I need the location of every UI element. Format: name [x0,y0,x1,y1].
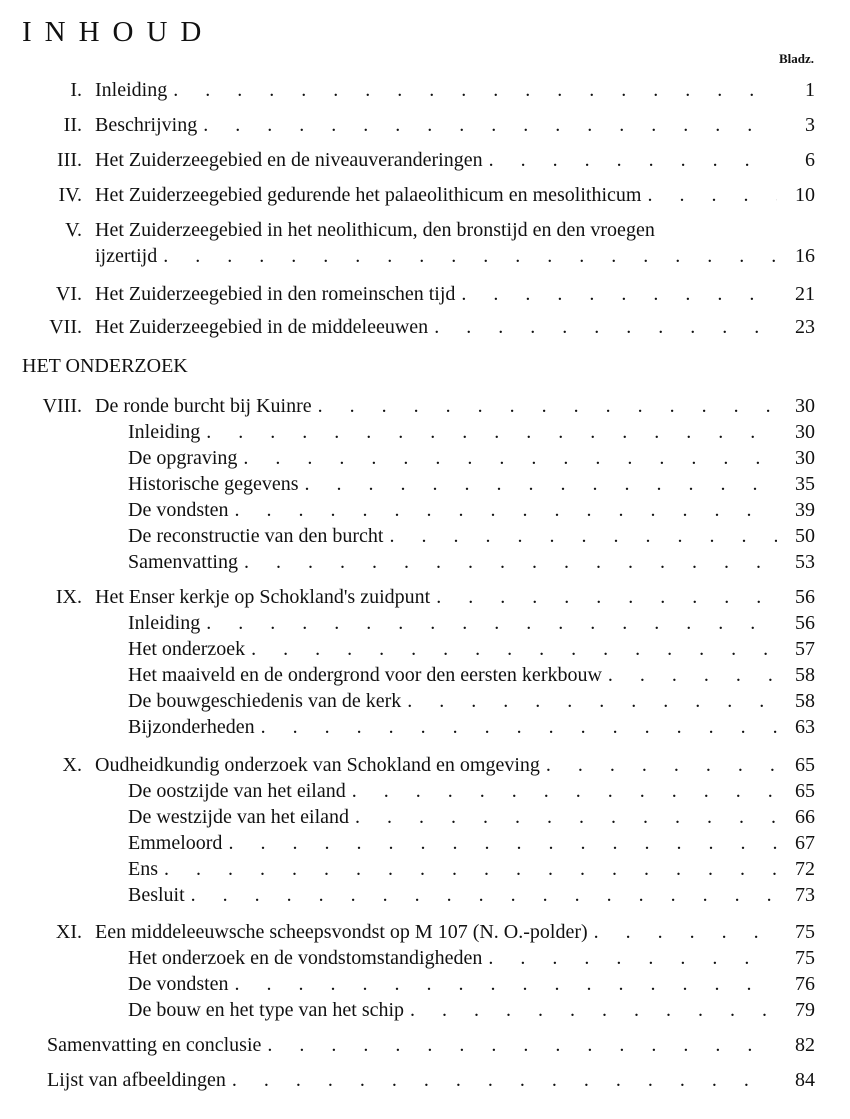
chapter-number: II. [63,114,82,136]
entry-label: Besluit [128,884,185,906]
subsection-row [0,497,850,523]
entry-label: Inleiding [128,612,201,634]
entry-label: De ronde burcht bij Kuinre [95,395,312,417]
entry-label: De bouwgeschiedenis van de kerk [128,690,402,712]
entry-label: Bijzonderheden [128,716,255,738]
dot-leader [647,182,777,208]
dot-leader [355,804,777,830]
subsection-row [0,549,850,575]
toc-entry[interactable] [128,662,815,688]
toc-entry[interactable] [128,523,815,549]
toc-entry[interactable] [128,445,815,471]
subsection-row [0,830,850,856]
subsection-row [0,636,850,662]
entry-label: De vondsten [128,499,229,521]
dot-leader [261,714,777,740]
toc-entry[interactable] [128,778,815,804]
page-number: 79 [795,999,815,1021]
closing-row [0,1067,850,1093]
dot-leader [389,523,777,549]
toc-entry[interactable] [95,584,815,610]
chapter-row [0,217,850,243]
chapter-number: X. [62,754,82,776]
chapter-row-continuation [0,243,850,269]
subsection-row [0,882,850,908]
entry-label: Het Zuiderzeegebied in den romeinschen tijd [95,283,456,305]
dot-leader [206,419,777,445]
chapter-row [0,919,850,945]
page-number: 6 [805,149,815,171]
entry-label: ijzertijd [95,245,158,267]
toc-entry[interactable] [128,471,815,497]
page-number: 39 [795,499,815,521]
entry-label: Het Zuiderzeegebied in de middeleeuwen [95,316,429,338]
entry-label: Het Zuiderzeegebied en de niveauveranderingen [95,149,483,171]
entry-label: Een middeleeuwsche scheepsvondst op M 107 (N. O.-polder) [95,921,588,943]
toc-entry[interactable] [128,830,815,856]
page-number: 30 [795,447,815,469]
page-number: 65 [795,780,815,802]
dot-leader [594,919,777,945]
dot-leader [243,445,777,471]
subsection-row [0,804,850,830]
page-number: 76 [795,973,815,995]
chapter-number: XI. [55,921,82,943]
page-number: 63 [795,716,815,738]
chapter-row [0,314,850,340]
toc-entry[interactable] [128,804,815,830]
dot-leader [163,243,777,269]
page-number: 65 [795,754,815,776]
page-number: 72 [795,858,815,880]
toc-entry[interactable] [47,1032,815,1058]
entry-label: De bouw en het type van het schip [128,999,405,1021]
entry-label: De reconstructie van den burcht [128,525,384,547]
toc-entry[interactable] [128,549,815,575]
toc-entry[interactable] [128,714,815,740]
page-number: 50 [795,525,815,547]
chapter-number: III. [57,149,82,171]
toc-entry[interactable] [128,971,815,997]
page-number: 10 [795,184,815,206]
subsection-row [0,662,850,688]
entry-label: Oudheidkundig onderzoek van Schokland en omgeving [95,754,540,776]
page-column-label: Bladz. [778,51,814,66]
chapter-row [0,147,850,173]
entry-label: Ens [128,858,158,880]
toc-entry[interactable] [95,281,815,307]
page-number: 16 [795,245,815,267]
page-number: 82 [795,1034,815,1056]
toc-entry[interactable] [95,393,815,419]
chapter-number: IX. [55,586,82,608]
page-number: 30 [795,421,815,443]
chapter-row [0,393,850,419]
page-number: 21 [795,283,815,305]
toc-entry[interactable] [95,147,815,173]
toc-entry[interactable] [128,610,815,636]
page-number: 58 [795,664,815,686]
entry-label-line1[interactable]: Het Zuiderzeegebied in het neolithicum, den bronstijd en den vroegen [95,219,655,241]
page-number: 66 [795,806,815,828]
subsection-row [0,471,850,497]
dot-leader [251,636,777,662]
dot-leader [546,752,777,778]
page-number: 73 [795,884,815,906]
dot-leader [434,314,777,340]
toc-entry[interactable] [128,636,815,662]
closing-row [0,1032,850,1058]
page-number: 35 [795,473,815,495]
toc-entry[interactable] [128,856,815,882]
page-number: 30 [795,395,815,417]
dot-leader [244,549,777,575]
page-title: INHOUD [22,16,215,48]
chapter-row [0,77,850,103]
toc-entry[interactable] [95,752,815,778]
chapter-number: I. [70,79,82,101]
toc-entry[interactable] [128,688,815,714]
entry-label: De opgraving [128,447,238,469]
subsection-row [0,688,850,714]
subsection-row [0,997,850,1023]
subsection-row [0,714,850,740]
page-number: 67 [795,832,815,854]
page-number: 3 [805,114,815,136]
chapter-row [0,752,850,778]
entry-label: Samenvatting [128,551,238,573]
page-number: 84 [795,1069,815,1091]
subsection-row [0,445,850,471]
entry-label: Emmeloord [128,832,223,854]
subsection-row [0,610,850,636]
dot-leader [228,830,777,856]
page-number: 1 [805,79,815,101]
toc-entry[interactable] [95,314,815,340]
toc-entry[interactable] [95,112,815,138]
dot-leader [489,147,777,173]
entry-label: Het onderzoek en de vondstomstandigheden [128,947,483,969]
page-number: 57 [795,638,815,660]
entry-label: Lijst van afbeeldingen [47,1069,226,1091]
dot-leader [305,471,777,497]
chapter-number: IV. [58,184,82,206]
dot-leader [235,971,777,997]
subsection-row [0,971,850,997]
entry-label: Beschrijving [95,114,198,136]
toc-entry[interactable] [128,997,815,1023]
dot-leader [232,1067,777,1093]
toc-entry[interactable] [128,945,815,971]
entry-label: Het maaiveld en de ondergrond voor den eersten kerkbouw [128,664,602,686]
dot-leader [164,856,777,882]
dot-leader [235,497,777,523]
entry-label: Inleiding [95,79,168,101]
dot-leader [318,393,777,419]
chapter-row [0,182,850,208]
dot-leader [191,882,777,908]
page-number: 56 [795,586,815,608]
dot-leader [410,997,777,1023]
dot-leader [203,112,777,138]
dot-leader [407,688,777,714]
dot-leader [267,1032,777,1058]
toc-entry[interactable] [95,182,815,208]
toc-entry[interactable] [95,243,815,269]
dot-leader [173,77,777,103]
subsection-row [0,523,850,549]
entry-label: De oostzijde van het eiland [128,780,346,802]
toc-entry[interactable] [47,1067,815,1093]
page-number: 56 [795,612,815,634]
page-number: 23 [795,316,815,338]
toc-entry[interactable] [128,419,815,445]
chapter-row [0,584,850,610]
toc-entry[interactable] [95,919,815,945]
dot-leader [488,945,777,971]
entry-label: Inleiding [128,421,201,443]
chapter-number: V. [65,219,82,241]
dot-leader [608,662,777,688]
entry-label: De vondsten [128,973,229,995]
chapter-row [0,112,850,138]
entry-label: Het onderzoek [128,638,246,660]
chapter-row [0,281,850,307]
entry-label: De westzijde van het eiland [128,806,350,828]
entry-label: Het Zuiderzeegebied gedurende het palaeolithicum en mesolithicum [95,184,642,206]
dot-leader [206,610,777,636]
entry-label: Historische gegevens [128,473,299,495]
chapter-number: VII. [49,316,82,338]
chapter-number: VI. [55,283,82,305]
page-number: 75 [795,921,815,943]
entry-label: Het Enser kerkje op Schokland's zuidpunt [95,586,431,608]
chapter-number: VIII. [42,395,82,417]
entry-label: Samenvatting en conclusie [47,1034,262,1056]
page-number: 58 [795,690,815,712]
subsection-row [0,856,850,882]
page-number: 75 [795,947,815,969]
dot-leader [436,584,777,610]
toc-entry[interactable] [128,497,815,523]
subsection-row [0,419,850,445]
page-number: 53 [795,551,815,573]
toc-entry[interactable] [95,77,815,103]
section-title: HET ONDERZOEK [22,355,188,377]
toc-entry[interactable] [128,882,815,908]
dot-leader [352,778,777,804]
subsection-row [0,945,850,971]
subsection-row [0,778,850,804]
dot-leader [461,281,777,307]
